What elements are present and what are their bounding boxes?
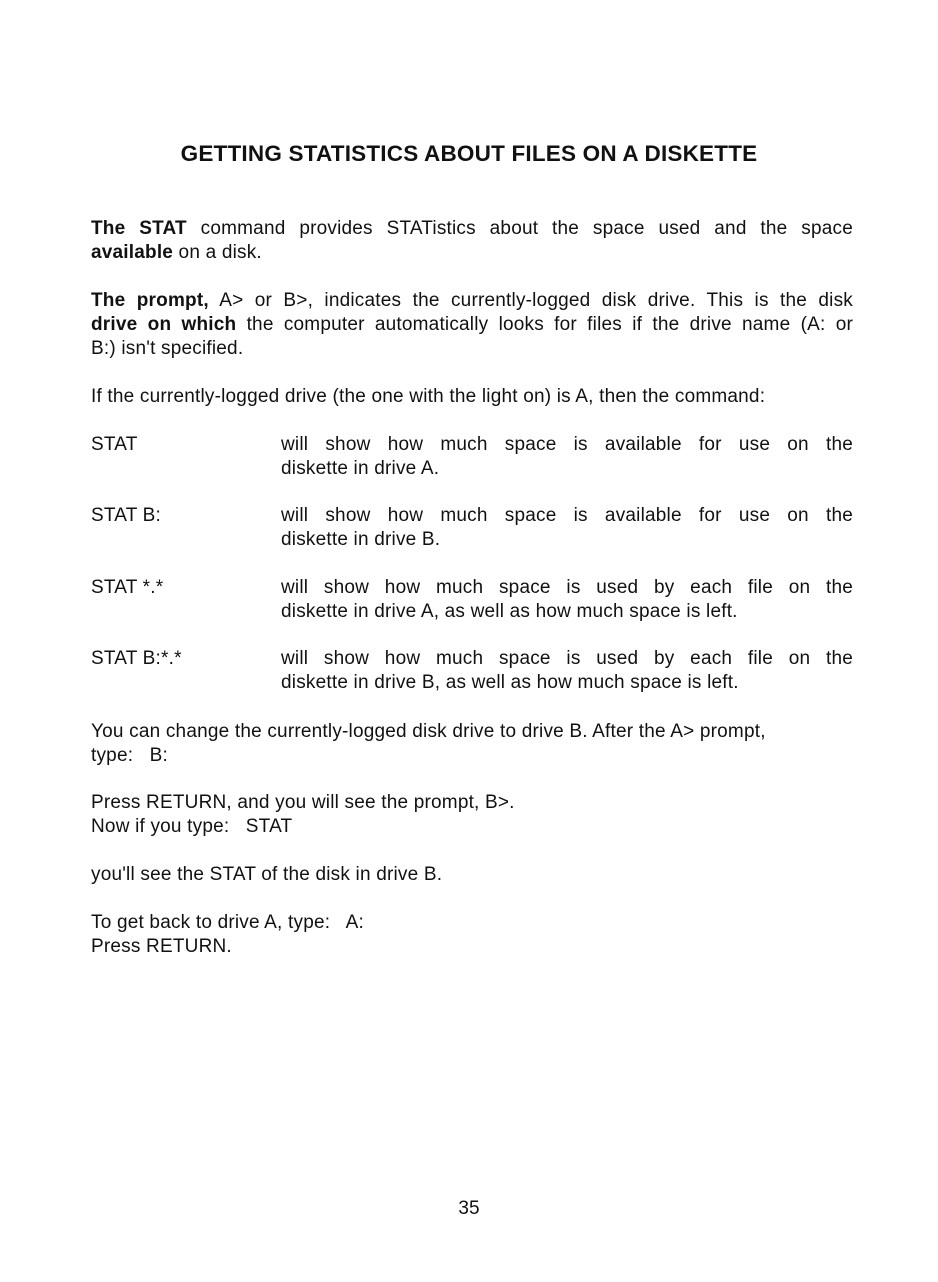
command-description (281, 504, 853, 552)
paragraph-stat-intro (91, 217, 853, 265)
page-title: GETTING STATISTICS ABOUT FILES ON A DISKETTE (180, 141, 758, 166)
bold-lead: drive on which (91, 314, 237, 335)
text-line: type: B: (91, 745, 168, 766)
paragraph-press-return (91, 791, 853, 839)
text-line: To get back to drive A, type: A: (91, 912, 364, 933)
command-name: STAT B: (91, 505, 162, 526)
page-number: 35 (458, 1198, 480, 1219)
paragraph-change-drive (91, 720, 853, 768)
command-name: STAT (91, 434, 138, 455)
description-line: will show how much space is used by each file on the (281, 648, 853, 669)
description-line: will show how much space is available for use on the (281, 434, 853, 455)
description-line: diskette in drive A, as well as how much space is left. (281, 601, 738, 622)
command-description (281, 433, 853, 481)
command-description (281, 576, 853, 624)
description-line: will show how much space is used by each file on the (281, 577, 853, 598)
bold-lead: The STAT (91, 218, 187, 239)
paragraph-stat-drive-b: you'll see the STAT of the disk in drive B. (91, 864, 443, 885)
description-line: will show how much space is available for use on the (281, 505, 853, 526)
text-line: Now if you type: STAT (91, 816, 293, 837)
description-line: diskette in drive B. (281, 529, 441, 550)
text: the computer automatically looks for files if the drive name (A: or (236, 314, 853, 335)
text: on a disk. (173, 242, 262, 263)
description-line: diskette in drive B, as well as how much space is left. (281, 672, 739, 693)
paragraph-back-to-a (91, 911, 853, 959)
text-line: You can change the currently-logged disk drive to drive B. After the A> prompt, (91, 721, 766, 742)
description-line: diskette in drive A. (281, 458, 440, 479)
text: A> or B>, indicates the currently-logged disk drive. This is the disk (208, 290, 853, 311)
text-line: Press RETURN, and you will see the prompt, B>. (91, 792, 515, 813)
bold-lead: available (91, 242, 174, 263)
paragraph-prompt (91, 289, 853, 361)
command-name: STAT B:*.* (91, 648, 182, 669)
text: B:) isn't specified. (91, 338, 244, 359)
bold-lead: The prompt, (91, 290, 209, 311)
command-description (281, 647, 853, 695)
paragraph-logged-drive: If the currently-logged drive (the one with the light on) is A, then the command: (91, 386, 766, 407)
text-line: Press RETURN. (91, 936, 232, 957)
text: command provides STATistics about the space used and the space (186, 218, 853, 239)
command-name: STAT *.* (91, 577, 164, 598)
